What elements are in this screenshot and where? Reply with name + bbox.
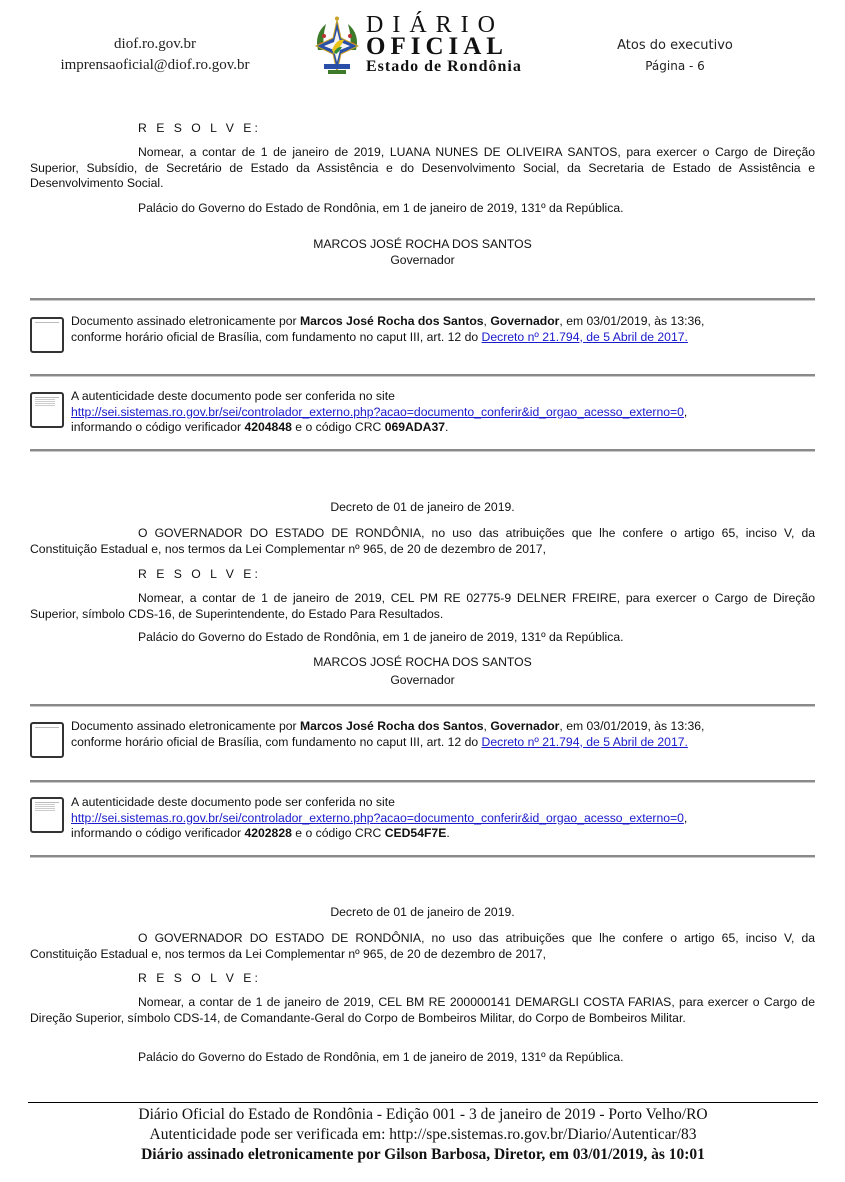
- qr-code-icon: [30, 797, 64, 833]
- palacio-paragraph: Palácio do Governo do Estado de Rondônia, em 1 de janeiro de 2019, 131º da República.: [138, 201, 624, 215]
- palacio-paragraph: Palácio do Governo do Estado de Rondônia, em 1 de janeiro de 2019, 131º da República.: [138, 630, 624, 644]
- decreto-link[interactable]: Decreto nº 21.794, de 5 Abril de 2017.: [481, 734, 688, 749]
- auth-link[interactable]: http://sei.sistemas.ro.gov.br/sei/controlador_externo.php?acao=documento_conferir&id_orgao_acesso_externo=0: [71, 404, 684, 419]
- sig-basis: conforme horário oficial de Brasília, com fundamento no caput III, art. 12 do: [71, 734, 482, 749]
- auth-text: e o código CRC: [291, 826, 385, 840]
- sig-sep: ,: [483, 314, 491, 328]
- auth-intro: A autenticidade deste documento pode ser conferida no site: [71, 389, 395, 403]
- footer-separator: [28, 1102, 818, 1103]
- section-title: Atos do executivo: [617, 38, 733, 53]
- separator: [30, 780, 815, 783]
- resolve-heading: R E S O L V E:: [138, 971, 261, 985]
- authenticity-note: [71, 795, 821, 842]
- electronic-signature-note: [71, 314, 821, 345]
- auth-text: informando o código verificador: [71, 420, 245, 434]
- resolve-heading: R E S O L V E:: [138, 567, 261, 581]
- crc-code: CED54F7E: [384, 826, 447, 840]
- sig-name: Marcos José Rocha dos Santos: [300, 719, 484, 733]
- auth-end: .: [445, 420, 449, 434]
- auth-comma: ,: [683, 810, 688, 825]
- sig-role: Governador: [490, 719, 560, 733]
- electronic-signature-note: [71, 719, 821, 750]
- decreto-title: Decreto de 01 de janeiro de 2019.: [330, 905, 515, 919]
- signer-name: MARCOS JOSÉ ROCHA DOS SANTOS: [313, 237, 532, 251]
- qr-code-icon: [30, 392, 64, 428]
- footer-authenticity: Autenticidade pode ser verificada em: http://spe.sistemas.ro.gov.br/Diario/Autenticar/83: [149, 1126, 697, 1143]
- authenticity-note: [71, 389, 821, 436]
- separator: [30, 704, 815, 707]
- logo-line-estado: Estado de Rondônia: [366, 58, 522, 75]
- sig-basis: conforme horário oficial de Brasília, com fundamento no caput III, art. 12 do: [71, 329, 482, 344]
- auth-end: .: [446, 826, 450, 840]
- preambulo-paragraph: O GOVERNADOR DO ESTADO DE RONDÔNIA, no uso das atribuições que lhe confere o artigo 65, inciso V, da Constituição Estadual e, nos termos da Lei Complementar nº 965, de 20 de dezembro de 2017,: [30, 526, 815, 556]
- decreto-link[interactable]: Decreto nº 21.794, de 5 Abril de 2017.: [481, 329, 688, 344]
- separator: [30, 374, 815, 377]
- nomeacao-paragraph: Nomear, a contar de 1 de janeiro de 2019, CEL PM RE 02775-9 DELNER FREIRE, para exercer o Cargo de Direção Superior, símbolo CDS-16, de Superintendente, do Estado Para Resultados.: [30, 591, 815, 621]
- header-contact: [30, 34, 280, 76]
- auth-comma: ,: [683, 404, 688, 419]
- decreto-title: Decreto de 01 de janeiro de 2019.: [330, 500, 515, 514]
- state-emblem-icon: [312, 16, 362, 78]
- diario-oficial-logo: [366, 14, 546, 76]
- footer-edition: Diário Oficial do Estado de Rondônia - Edição 001 - 3 de janeiro de 2019 - Porto Velho/RO: [138, 1106, 708, 1123]
- header-email[interactable]: imprensaoficial@diof.ro.gov.br: [60, 57, 250, 73]
- sig-date: , em 03/01/2019, às 13:36,: [559, 719, 705, 733]
- page-footer: [28, 1105, 818, 1165]
- signature-seal-icon: [30, 317, 64, 353]
- sig-role: Governador: [490, 314, 560, 328]
- header-site[interactable]: diof.ro.gov.br: [114, 36, 196, 52]
- resolve-heading: R E S O L V E:: [138, 121, 261, 135]
- nomeacao-paragraph: Nomear, a contar de 1 de janeiro de 2019, CEL BM RE 200000141 DEMARGLI COSTA FARIAS, para exercer o Cargo de Direção Superior, símbolo CDS-14, de Comandante-Geral do Corpo de Bombeiros Militar, do Corpo de Bombeiros Militar.: [30, 995, 815, 1025]
- header-section: [590, 36, 760, 76]
- sig-name: Marcos José Rocha dos Santos: [300, 314, 484, 328]
- signer-role: Governador: [390, 673, 455, 687]
- signer-name: MARCOS JOSÉ ROCHA DOS SANTOS: [313, 655, 532, 669]
- page-number: Página - 6: [645, 59, 705, 73]
- nomeacao-paragraph: Nomear, a contar de 1 de janeiro de 2019, LUANA NUNES DE OLIVEIRA SANTOS, para exercer o Cargo de Direção Superior, Subsídio, de Secretário de Estado da Assistência e do Desenvolvimento Social, da Secretaria de Estado de Assistência e Desenvolvimento Social.: [30, 145, 815, 190]
- separator: [30, 449, 815, 452]
- auth-intro: A autenticidade deste documento pode ser conferida no site: [71, 795, 395, 809]
- sig-text: Documento assinado eletronicamente por: [71, 314, 300, 328]
- signer-role: Governador: [390, 253, 455, 267]
- separator: [30, 855, 815, 858]
- palacio-paragraph: Palácio do Governo do Estado de Rondônia, em 1 de janeiro de 2019, 131º da República.: [138, 1050, 624, 1064]
- auth-text: informando o código verificador: [71, 826, 245, 840]
- auth-link[interactable]: http://sei.sistemas.ro.gov.br/sei/controlador_externo.php?acao=documento_conferir&id_orgao_acesso_externo=0: [71, 810, 684, 825]
- logo-line-oficial: OFICIAL: [366, 33, 508, 60]
- logo-line-diario: DIÁRIO: [366, 12, 504, 38]
- sig-date: , em 03/01/2019, às 13:36,: [559, 314, 705, 328]
- verifier-code: 4204848: [244, 420, 292, 434]
- separator: [30, 298, 815, 301]
- signature-seal-icon: [30, 722, 64, 758]
- sig-sep: ,: [483, 719, 491, 733]
- auth-text: e o código CRC: [291, 420, 385, 434]
- verifier-code: 4202828: [244, 826, 292, 840]
- preambulo-paragraph: O GOVERNADOR DO ESTADO DE RONDÔNIA, no uso das atribuições que lhe confere o artigo 65, inciso V, da Constituição Estadual e, nos termos da Lei Complementar nº 965, de 20 de dezembro de 2017,: [30, 931, 815, 961]
- crc-code: 069ADA37: [384, 420, 445, 434]
- footer-signature: Diário assinado eletronicamente por Gilson Barbosa, Diretor, em 03/01/2019, às 10:01: [141, 1146, 705, 1163]
- sig-text: Documento assinado eletronicamente por: [71, 719, 300, 733]
